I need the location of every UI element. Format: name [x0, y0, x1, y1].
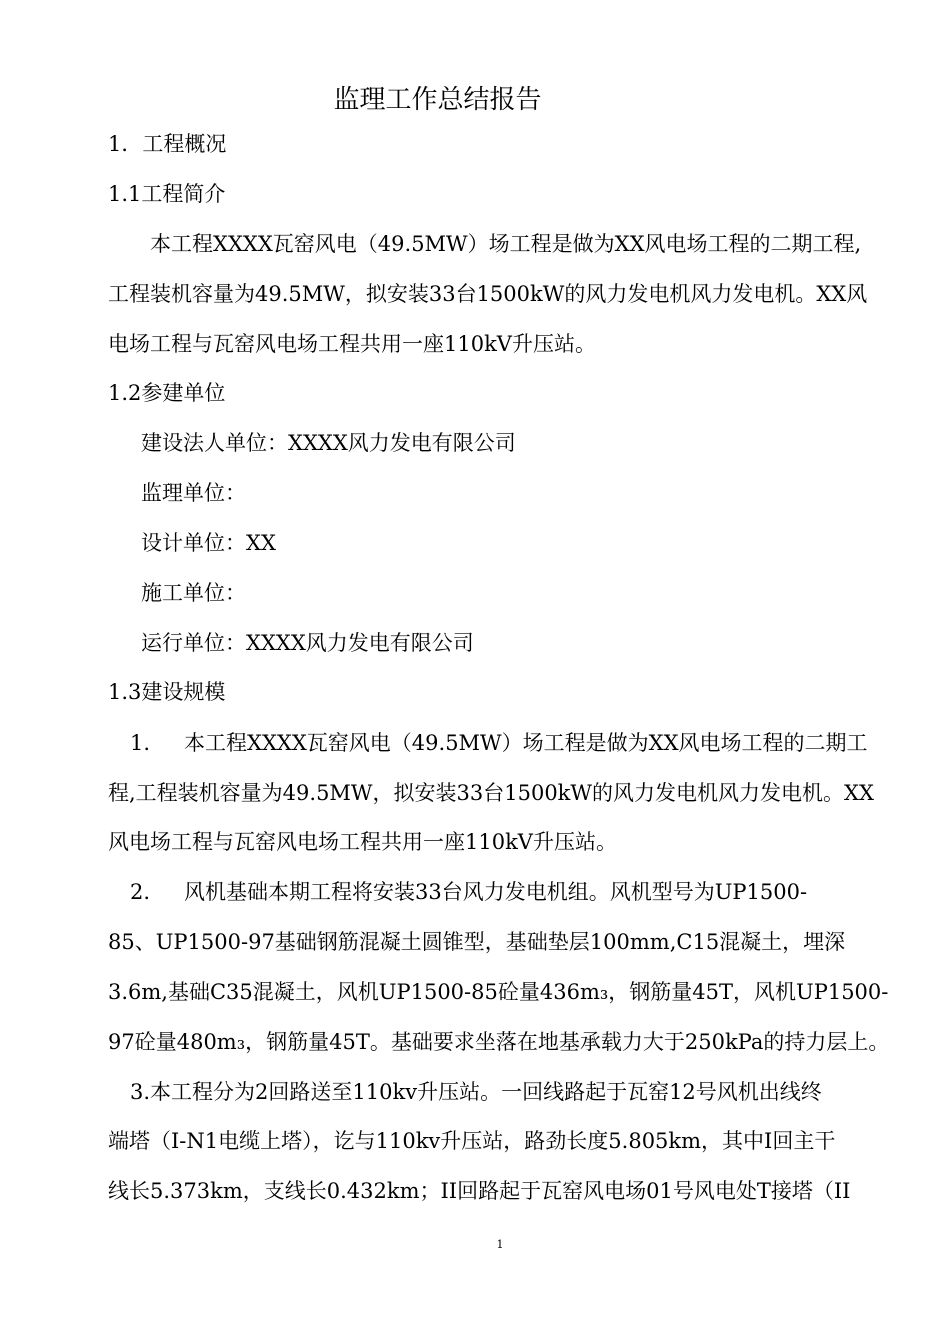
paragraph-line: 本工程XXXX瓦窑风电（49.5MW）场工程是做为XX风电场工程的二期工: [184, 731, 868, 755]
paragraph-line: 风电场工程与瓦窑风电场工程共用一座110kV升压站。: [108, 830, 617, 854]
paragraph-line: 线长5.373km，支线长0.432km；II回路起于瓦窑风电场01号风电处T接塔（II: [108, 1179, 851, 1203]
section-heading-participating-units: 1.2参建单位: [108, 381, 226, 405]
list-item-number: 1.: [130, 731, 151, 755]
page-number: 1: [496, 1238, 504, 1251]
unit-line-design: 设计单位：XX: [141, 531, 276, 555]
paragraph-line: 3.6m,基础C35混凝土，风机UP1500-85砼量436m₃，钢筋量45T，风机UP1500-: [108, 980, 889, 1004]
unit-line-supervision: 监理单位：: [141, 481, 246, 505]
paragraph-line: 程,工程装机容量为49.5MW，拟安装33台1500kW的风力发电机风力发电机。XX: [108, 781, 874, 805]
document-title: 监理工作总结报告: [333, 85, 542, 115]
paragraph-line: 工程装机容量为49.5MW，拟安装33台1500kW的风力发电机风力发电机。XX风: [108, 282, 868, 306]
paragraph-line: 85、UP1500-97基础钢筋混凝土圆锥型，基础垫层100mm,C15混凝土，埋深: [108, 930, 846, 954]
list-item-1-first-line: [130, 728, 868, 758]
section-heading-engineering-overview: 1．工程概况: [108, 132, 227, 156]
paragraph-line: 端塔（I-N1电缆上塔），讫与110kv升压站，路劲长度5.805km，其中I回主干: [108, 1129, 836, 1153]
list-item-number: 2.: [130, 880, 151, 904]
unit-line-construction-owner: 建设法人单位：XXXX风力发电有限公司: [141, 431, 516, 455]
list-item-3-first-line: 3.本工程分为2回路送至110kv升压站。一回线路起于瓦窑12号风机出线终: [130, 1080, 822, 1104]
unit-line-construction: 施工单位：: [141, 581, 246, 605]
paragraph-line: 电场工程与瓦窑风电场工程共用一座110kV升压站。: [108, 332, 596, 356]
paragraph-line: 97砼量480m₃，钢筋量45T。基础要求坐落在地基承载力大于250kPa的持力层上。: [108, 1030, 890, 1054]
list-item-2-first-line: [130, 877, 807, 907]
section-heading-construction-scale: 1.3建设规模: [108, 680, 226, 704]
paragraph-line: 本工程XXXX瓦窑风电（49.5MW）场工程是做为XX风电场工程的二期工程,: [150, 232, 862, 256]
unit-line-operation: 运行单位：XXXX风力发电有限公司: [141, 631, 474, 655]
section-heading-project-intro: 1.1工程简介: [108, 182, 226, 206]
paragraph-line: 风机基础本期工程将安装33台风力发电机组。风机型号为UP1500-: [184, 880, 808, 904]
